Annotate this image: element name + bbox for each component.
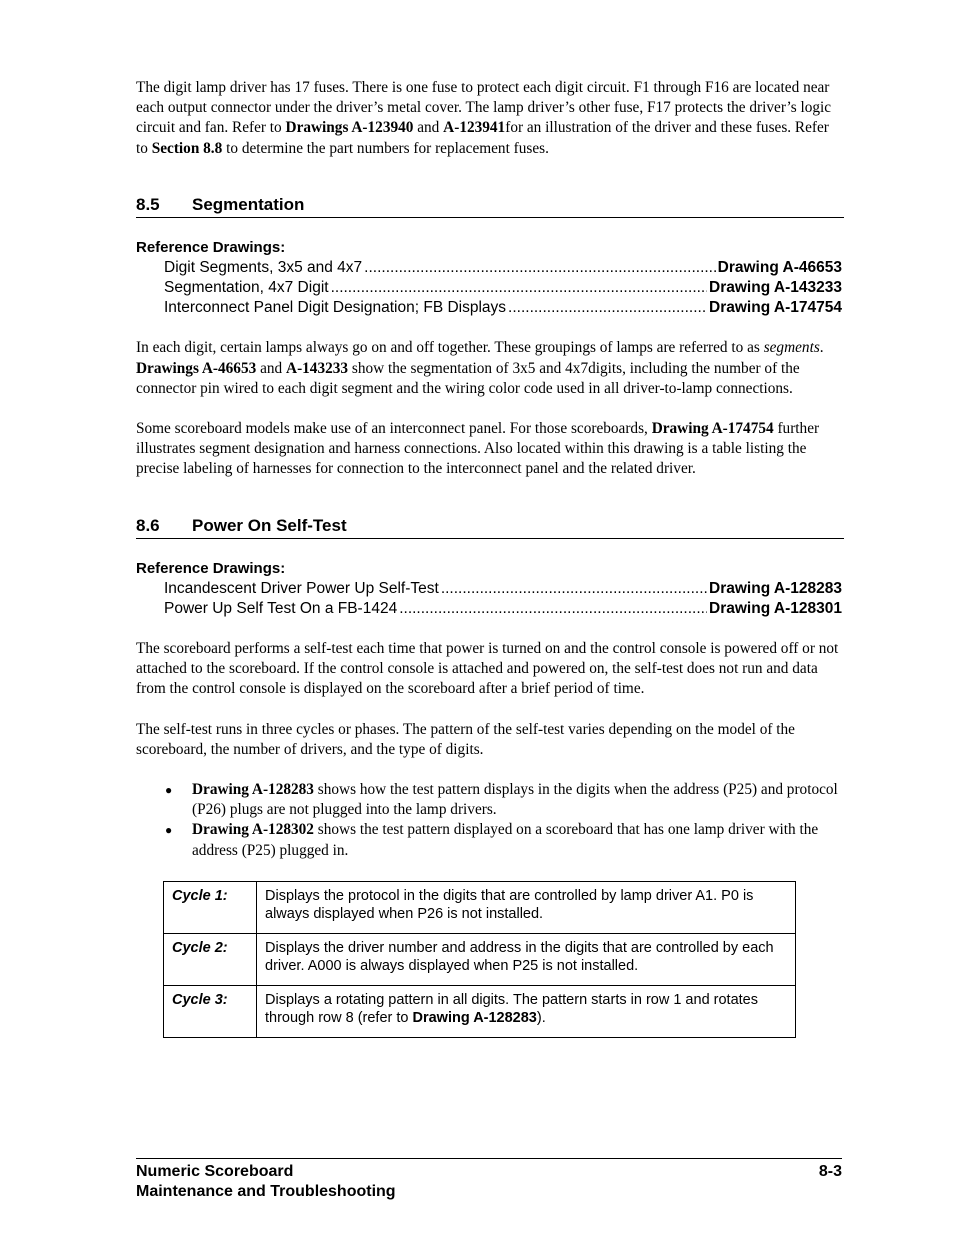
dot-leader: [508, 298, 707, 318]
body-text: ).: [536, 1010, 546, 1027]
dot-leader: [441, 579, 707, 599]
cycle-name: Cycle 3:: [164, 985, 257, 1037]
page-footer: [136, 1158, 842, 1202]
body-text: Displays a rotating pattern in all digits. The pattern starts in row 1 and rotates through row 8 (refer to: [265, 991, 758, 1027]
dot-leader: [364, 258, 715, 278]
bullet-icon: ●: [165, 783, 173, 798]
intro-drawing-ref: A-123941: [443, 119, 506, 137]
list-item: [136, 780, 844, 820]
self-test-paragraph-2: The self-test runs in three cycles or phases. The pattern of the self-test varies depending on the model of the scoreboard, the number of drivers, and the type of digits.: [136, 720, 795, 758]
section-heading-8-6: [136, 516, 844, 539]
footer-title: [136, 1162, 396, 1202]
reference-row: [164, 298, 842, 318]
section-title: Segmentation: [192, 194, 305, 214]
cycle-description: [257, 985, 796, 1037]
section-title: Power On Self-Test: [192, 515, 347, 535]
reference-row: [164, 258, 842, 278]
intro-drawing-ref: Drawings A-123940: [285, 119, 414, 137]
reference-drawing: Drawing A-46653: [717, 258, 842, 276]
body-text: further illustrates segment designation and harness connections. Also located within this drawing is a table listing the precise labeling of harnesses for connection to the interconnect panel and the related driver.: [136, 420, 820, 478]
page-content: [136, 78, 844, 1038]
reference-label: Interconnect Panel Digit Designation; FB Displays: [164, 299, 507, 317]
reference-row: [164, 599, 842, 619]
intro-text: for an illustration of the driver and these fuses. Refer to: [136, 119, 829, 157]
intro-paragraph: [136, 78, 844, 159]
dot-leader: [331, 278, 707, 298]
italic-term: segments: [763, 339, 820, 357]
body-text: show the segmentation of 3x5 and 4x7digits, including the number of the connector pin wired to each digit segment and the wiring color code used in all driver-to-lamp connections.: [136, 359, 800, 397]
body-text: In each digit, certain lamps always go on and off together. These groupings of lamps are referred to as: [136, 339, 764, 357]
segmentation-paragraph-1: [136, 338, 844, 399]
reference-label: Power Up Self Test On a FB-1424: [164, 599, 398, 617]
table-row: [164, 985, 796, 1037]
reference-drawings-title: Reference Drawings:: [136, 559, 286, 577]
section-number: 8.5: [136, 194, 160, 214]
body-text: and: [256, 359, 287, 377]
table-row: [164, 881, 796, 933]
table-row: [164, 933, 796, 985]
segmentation-paragraph-2: [136, 419, 844, 480]
bullet-list: [136, 780, 844, 861]
reference-label: Digit Segments, 3x5 and 4x7: [164, 258, 363, 276]
drawing-ref: Drawing A-128283: [412, 1010, 537, 1027]
bullet-icon: ●: [165, 823, 173, 838]
drawing-ref: Drawing A-128283: [192, 781, 314, 799]
reference-row: [164, 579, 842, 599]
drawing-ref: Drawing A-128302: [192, 821, 314, 839]
cycle-name: Cycle 2:: [164, 933, 257, 985]
drawing-ref: Drawings A-46653: [136, 359, 257, 377]
reference-label: Incandescent Driver Power Up Self-Test: [164, 579, 439, 597]
cycle-table: [163, 881, 796, 1038]
self-test-paragraph-1: The scoreboard performs a self-test each time that power is turned on and the control console is powered off or not attached to the scoreboard. If the control console is attached and powered on, the self-test does not run and data from the control console is displayed on the scoreboard after a brief period of time.: [136, 640, 839, 698]
cycle-description: Displays the driver number and address in the digits that are controlled by each driver. A000 is always displayed when P25 is not installed.: [257, 933, 796, 985]
cycle-name: Cycle 1:: [164, 881, 257, 933]
reference-drawings-title: Reference Drawings:: [136, 238, 286, 256]
drawing-ref: Drawing A-174754: [651, 420, 774, 438]
dot-leader: [399, 599, 707, 619]
intro-section-ref: Section 8.8: [151, 139, 223, 157]
list-item: [136, 820, 844, 860]
reference-drawing: Drawing A-143233: [709, 279, 842, 297]
section-heading-8-5: [136, 195, 844, 218]
body-text: .: [819, 339, 824, 357]
body-text: shows how the test pattern displays in the digits when the address (P25) and protocol (P26) plugs are not plugged into the lamp drivers.: [192, 781, 838, 819]
page-number: 8-3: [818, 1163, 842, 1180]
reference-drawing: Drawing A-128301: [709, 599, 842, 617]
footer-line: Maintenance and Troubleshooting: [136, 1183, 396, 1200]
reference-row: [164, 278, 842, 298]
drawing-ref: A-143233: [286, 359, 349, 377]
cycle-description: Displays the protocol in the digits that are controlled by lamp driver A1. P0 is always displayed when P26 is not installed.: [257, 881, 796, 933]
reference-drawing: Drawing A-174754: [709, 299, 842, 317]
footer-line: Numeric Scoreboard: [136, 1163, 294, 1180]
intro-text: The digit lamp driver has 17 fuses. There is one fuse to protect each digit circuit. F1 through F16 are located near each output connector under the driver’s metal cover. The lamp driver’s other fuse, F17 protects the driver’s logic circuit and fan. Refer to: [136, 79, 832, 137]
body-text: Some scoreboard models make use of an interconnect panel. For those scoreboards,: [136, 420, 652, 438]
reference-drawing: Drawing A-128283: [709, 579, 842, 597]
section-number: 8.6: [136, 515, 160, 535]
reference-label: Segmentation, 4x7 Digit: [164, 279, 329, 297]
intro-text: and: [413, 119, 444, 137]
intro-text: to determine the part numbers for replacement fuses.: [222, 139, 549, 157]
body-text: shows the test pattern displayed on a scoreboard that has one lamp driver with the address (P25) plugged in.: [192, 821, 819, 859]
